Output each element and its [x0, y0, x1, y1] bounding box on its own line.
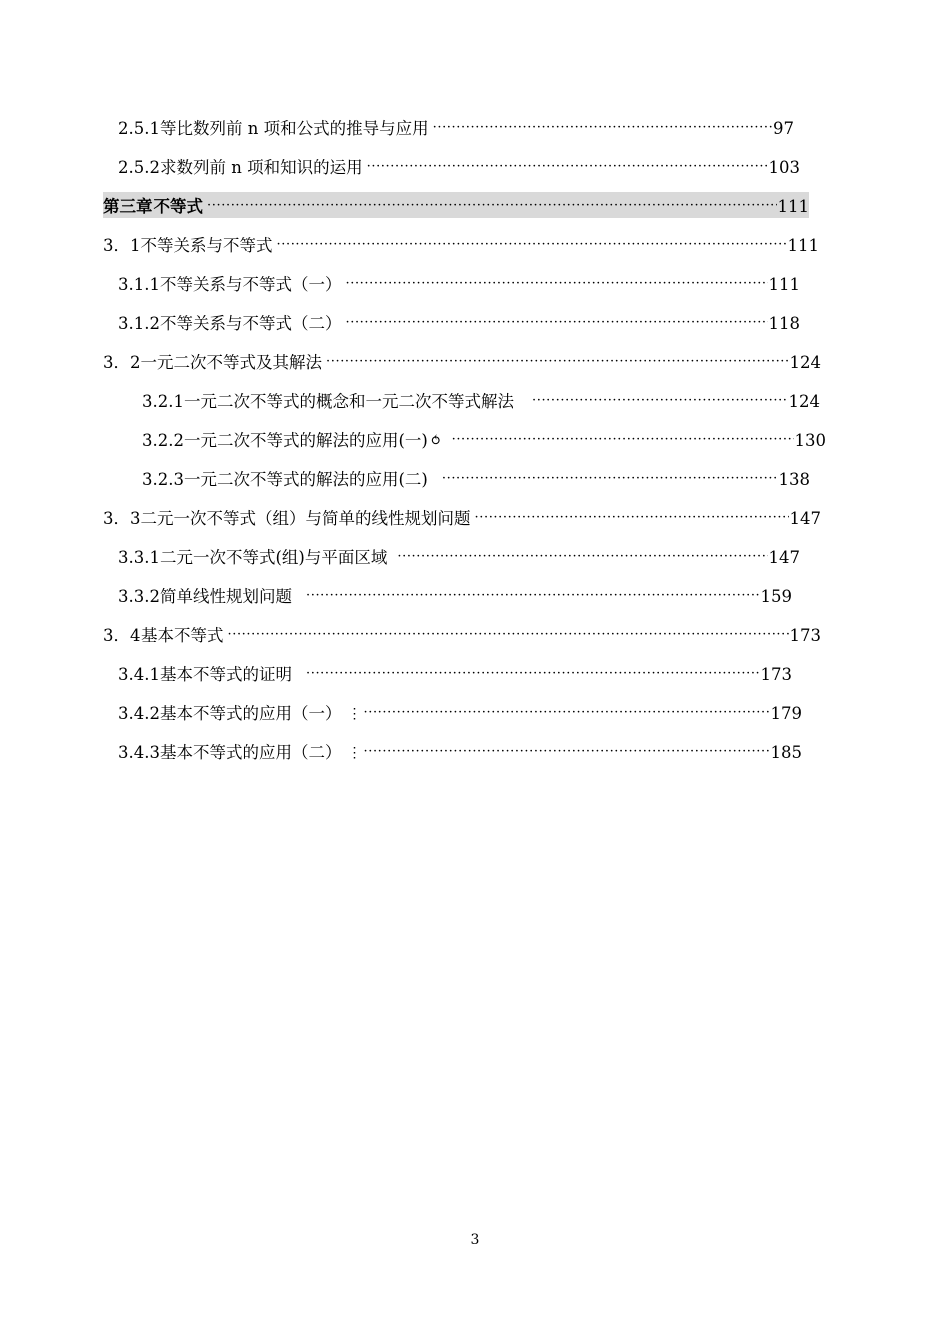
- toc-entry-page: 111: [787, 236, 819, 255]
- dot-leader: [433, 118, 772, 138]
- curl-symbol-icon: ⥀: [429, 433, 442, 449]
- toc-entry-3-4[interactable]: [103, 621, 821, 647]
- toc-entry-title: 不等关系与不等式（二）: [159, 314, 342, 333]
- toc-entry-number: 2.5.2: [118, 158, 160, 177]
- toc-entry-number: 3．2: [103, 353, 141, 372]
- toc-entry-page: 138: [778, 470, 810, 489]
- toc-entry-3-1[interactable]: [103, 231, 819, 257]
- toc-entry-number: 3.2.1: [142, 392, 184, 411]
- dot-leader: [345, 313, 767, 333]
- toc-entry-number: 3．4: [103, 626, 141, 645]
- toc-entry-title: 简单线性规划问题: [159, 587, 292, 606]
- toc-entry-number: 3．1: [103, 236, 141, 255]
- toc-entry-3-2-3[interactable]: [142, 465, 810, 491]
- toc-entry-page: 185: [770, 743, 802, 762]
- toc-entry-title: 不等关系与不等式（一）: [159, 275, 342, 294]
- dot-leader: [363, 742, 769, 762]
- toc-entry-3-2-2[interactable]: [142, 426, 826, 452]
- dot-leader: [475, 508, 789, 528]
- toc-entry-page: 159: [760, 587, 792, 606]
- toc-entry-title: 二元一次不等式(组)与平面区域: [159, 548, 388, 567]
- toc-chapter-3[interactable]: [103, 192, 809, 218]
- toc-entry-number: 3.3.2: [118, 587, 160, 606]
- toc-entry-number: 3.2.2: [142, 431, 184, 450]
- vertical-ellipsis-icon: ⋮: [347, 706, 362, 722]
- dot-leader: [363, 703, 769, 723]
- toc-chapter-number: 第三章: [103, 197, 153, 216]
- toc-entry-2-5-1[interactable]: [118, 114, 794, 140]
- toc-entry-page: 179: [770, 704, 802, 723]
- toc-entry-title: 等比数列前 n 项和公式的推导与应用: [159, 119, 429, 138]
- toc-entry-number: 2.5.1: [118, 119, 160, 138]
- toc-entry-number: 3.4.2: [118, 704, 160, 723]
- page-number: 3: [470, 1232, 480, 1248]
- toc-entry-title: 求数列前 n 项和知识的运用: [159, 158, 363, 177]
- toc-entry-number: 3．3: [103, 509, 141, 528]
- toc-entry-3-1-1[interactable]: [118, 270, 800, 296]
- toc-entry-title: 一元二次不等式及其解法: [140, 353, 322, 372]
- toc-entry-number: 3.1.2: [118, 314, 160, 333]
- toc-entry-number: 3.4.1: [118, 665, 160, 684]
- toc-entry-number: 3.4.3: [118, 743, 160, 762]
- toc-entry-page: 118: [768, 314, 800, 333]
- toc-entry-title: 一元二次不等式的解法的应用(二): [183, 470, 428, 489]
- toc-entry-page: 124: [788, 392, 820, 411]
- toc-entry-3-2[interactable]: [103, 348, 821, 374]
- toc-entry-page: 147: [768, 548, 800, 567]
- toc-chapter-title: 不等式: [153, 197, 204, 216]
- toc-entry-3-3-2[interactable]: [118, 582, 792, 608]
- toc-entry-page: 147: [789, 509, 821, 528]
- toc-entry-page: 103: [768, 158, 800, 177]
- toc-entry-page: 173: [789, 626, 821, 645]
- dot-leader: [367, 157, 768, 177]
- toc-entry-3-2-1[interactable]: [142, 387, 820, 413]
- toc-entry-page: 130: [794, 431, 826, 450]
- toc-entry-3-1-2[interactable]: [118, 309, 800, 335]
- toc-entry-3-4-3[interactable]: [118, 738, 802, 764]
- toc-entry-title: 一元二次不等式的解法的应用(一): [183, 431, 428, 450]
- toc-entry-page: 173: [760, 665, 792, 684]
- toc-entry-title: 基本不等式: [140, 626, 224, 645]
- toc-entry-title: 二元一次不等式（组）与简单的线性规划问题: [140, 509, 471, 528]
- dot-leader: [306, 664, 760, 684]
- toc-entry-title: 基本不等式的应用（一）: [159, 704, 342, 723]
- toc-entry-number: 3.2.3: [142, 470, 184, 489]
- toc-entry-page: 124: [789, 353, 821, 372]
- toc-entry-title: 基本不等式的证明: [159, 665, 292, 684]
- toc-entry-3-3-1[interactable]: [118, 543, 800, 569]
- dot-leader: [532, 391, 788, 411]
- dot-leader: [207, 196, 776, 216]
- toc-entry-3-4-2[interactable]: [118, 699, 802, 725]
- toc-entry-3-4-1[interactable]: [118, 660, 792, 686]
- dot-leader: [452, 430, 794, 450]
- toc-entry-page: 97: [773, 119, 794, 138]
- dot-leader: [345, 274, 767, 294]
- dot-leader: [227, 625, 788, 645]
- toc-entry-number: 3.3.1: [118, 548, 160, 567]
- toc-entry-title: 一元二次不等式的概念和一元二次不等式解法: [183, 392, 514, 411]
- dot-leader: [306, 586, 760, 606]
- toc-entry-number: 3.1.1: [118, 275, 160, 294]
- toc-entry-page: 111: [777, 197, 809, 216]
- dot-leader: [277, 235, 787, 255]
- toc-entry-title: 不等关系与不等式: [140, 236, 273, 255]
- toc-entry-page: 111: [768, 275, 800, 294]
- dot-leader: [326, 352, 789, 372]
- dot-leader: [442, 469, 778, 489]
- toc-entry-title: 基本不等式的应用（二）: [159, 743, 342, 762]
- toc-entry-2-5-2[interactable]: [118, 153, 800, 179]
- dot-leader: [397, 547, 767, 567]
- vertical-ellipsis-icon: ⋮: [347, 745, 362, 761]
- toc-entry-3-3[interactable]: [103, 504, 821, 530]
